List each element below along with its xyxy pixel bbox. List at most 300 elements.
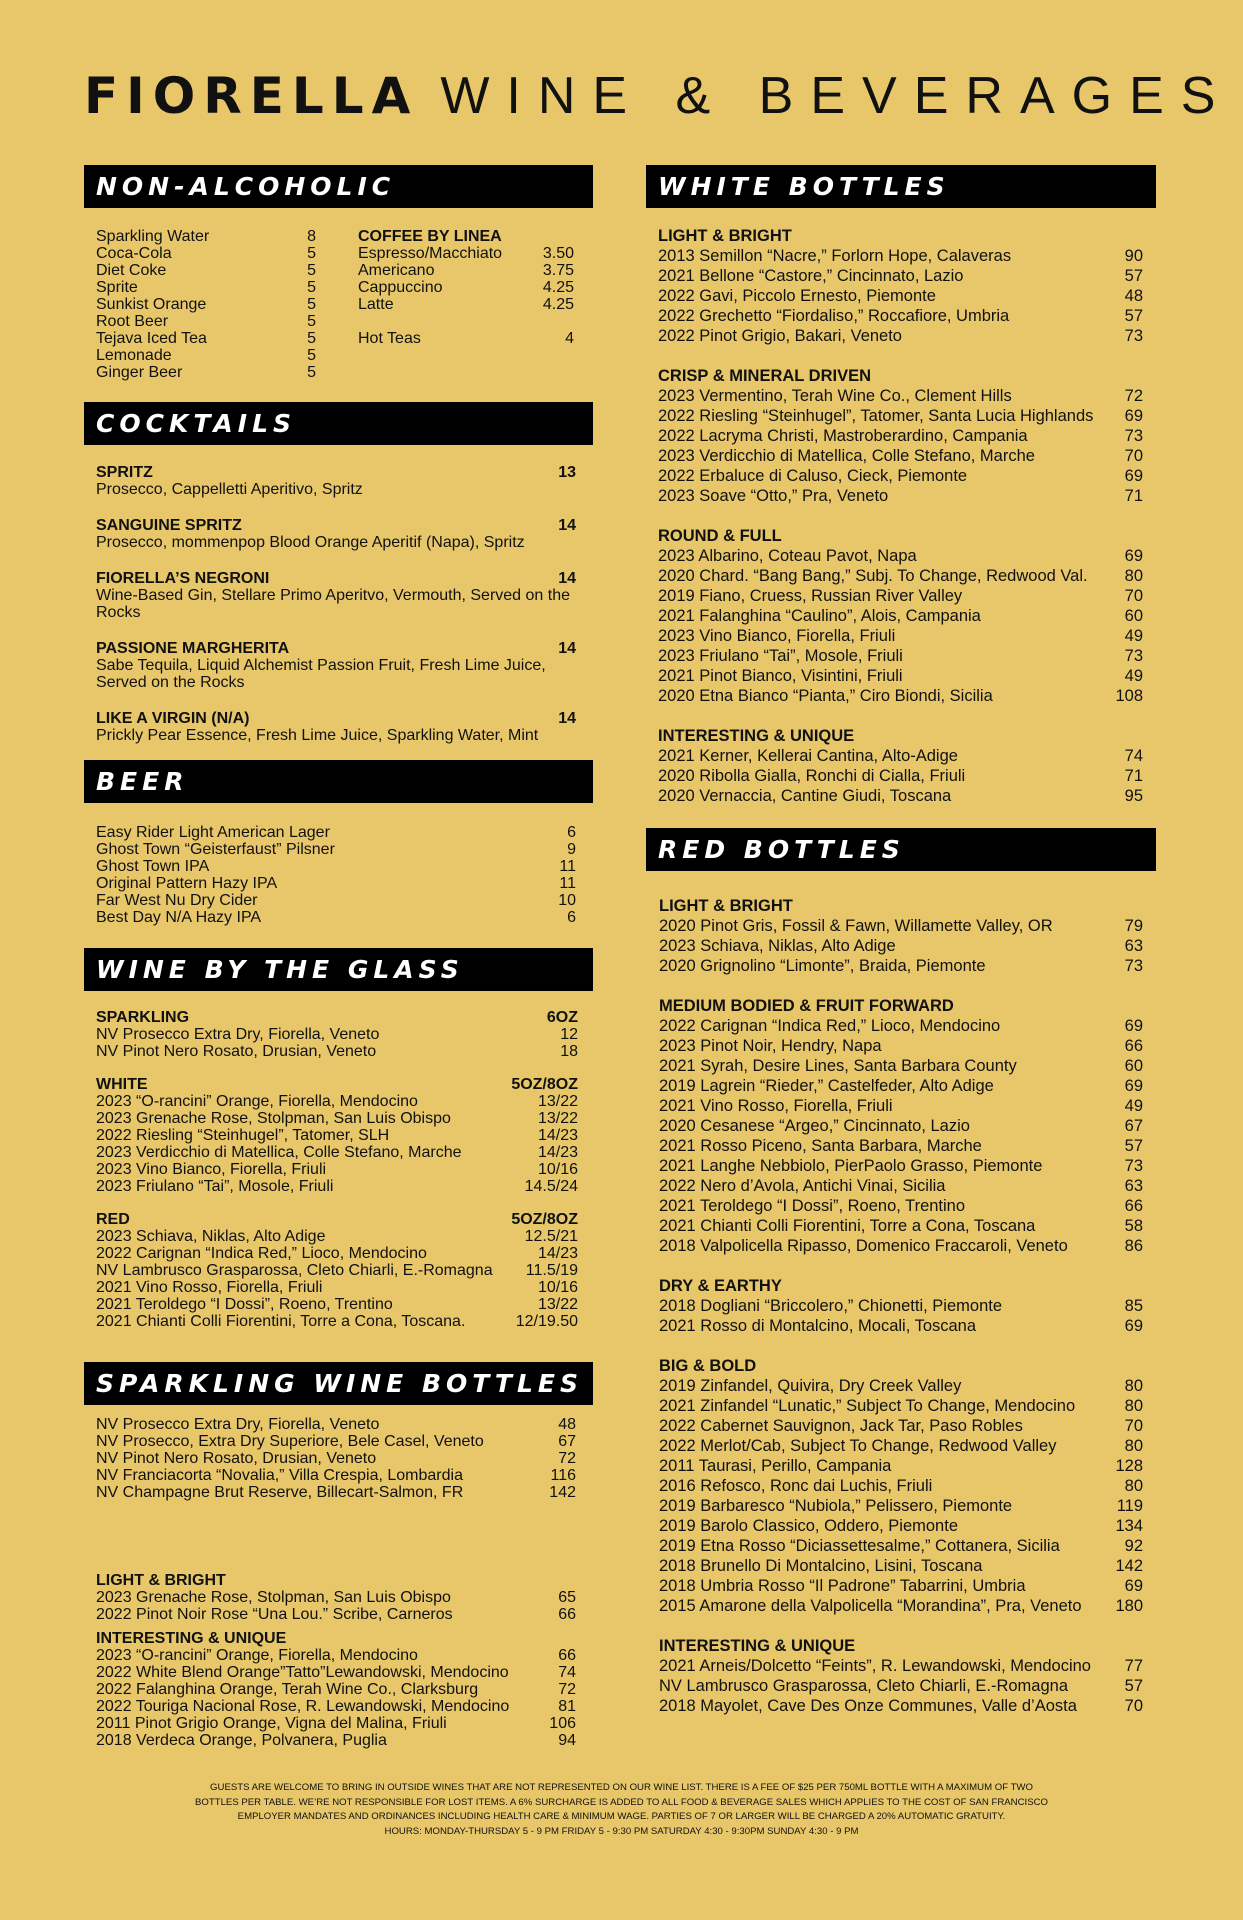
menu-item [658,646,1143,666]
menu-item [658,446,1143,466]
item-price: 92 [1124,1537,1143,1555]
item-price: 66 [558,1647,576,1664]
soft-drinks-list [96,228,316,381]
item-price: 48 [558,1416,576,1433]
menu-item [658,566,1143,586]
section-subheading [659,1636,1143,1656]
section-subheading [658,226,1143,246]
menu-item [659,956,1143,976]
footer-line: EMPLOYER MANDATES AND ORDINANCES INCLUDING HEALTH CARE & MINIMUM WAGE. PARTIES OF 7 OR LARGER WILL BE CHARGED A 20% AUTOMATIC GRATUITY. [237,1811,1006,1822]
cocktail-title-row [96,710,576,727]
item-name: 2021 Chianti Colli Fiorentini, Torre a Cona, Toscana. [96,1313,466,1330]
item-price: 63 [1124,937,1143,955]
menu-subtitle: WINE & BEVERAGES [440,67,1233,125]
item-price: 49 [1124,667,1143,685]
item-price: 119 [1116,1497,1143,1515]
item-price: 12/19.50 [515,1313,578,1330]
menu-item [659,1096,1143,1116]
section-subheading [659,996,1143,1016]
item-name: 2018 Verdeca Orange, Polvanera, Puglia [96,1732,387,1749]
menu-item [96,1296,578,1313]
item-price: 48 [1124,287,1143,305]
item-price: 4.25 [542,296,574,313]
item-price: 11.5/19 [525,1262,578,1279]
menu-item [96,858,576,875]
item-price: 80 [1124,567,1143,585]
menu-item [96,1228,578,1245]
item-price: 18 [560,1043,578,1060]
item-price: 71 [1124,487,1143,505]
item-price: 11 [559,858,576,875]
item-name: 2022 Cabernet Sauvignon, Jack Tar, Paso Robles [659,1417,1023,1435]
item-price: 70 [1124,1417,1143,1435]
menu-item [658,586,1143,606]
item-price: 142 [549,1484,576,1501]
item-name: NV Champagne Brut Reserve, Billecart-Salmon, FR [96,1484,464,1501]
item-price: 80 [1124,1397,1143,1415]
menu-item [96,1245,578,1262]
cocktail-title-row [96,570,576,587]
item-price: 69 [1124,1077,1143,1095]
cocktail-name: SPRITZ [96,464,153,481]
menu-item [659,1116,1143,1136]
item-name: 2023 Vermentino, Terah Wine Co., Clement Hills [658,387,1012,405]
item-name: 2023 Grenache Rose, Stolpman, San Luis Obispo [96,1589,451,1606]
menu-item [658,546,1143,566]
menu-item [659,1176,1143,1196]
menu-item [96,245,316,262]
item-price: 14.5/24 [524,1178,578,1195]
item-name: Coca-Cola [96,245,172,262]
menu-item [96,313,316,330]
item-name: NV Prosecco Extra Dry, Fiorella, Veneto [96,1416,380,1433]
item-name: Original Pattern Hazy IPA [96,875,278,892]
item-price: 57 [1124,267,1143,285]
item-price: 5 [307,262,316,279]
menu-item [659,936,1143,956]
item-name: Root Beer [96,313,169,330]
item-price: 180 [1115,1597,1143,1615]
menu-item [96,1467,576,1484]
item-price: 134 [1115,1517,1143,1535]
item-price: 85 [1124,1297,1143,1315]
item-name: 2020 Pinot Gris, Fossil & Fawn, Willamette Valley, OR [659,917,1053,935]
cocktail-description: Wine-Based Gin, Stellare Primo Aperitvo, Vermouth, Served on the Rocks [96,587,571,621]
item-name: 2022 Riesling “Steinhugel”, Tatomer, SLH [96,1127,390,1144]
item-name: 2022 Riesling “Steinhugel”, Tatomer, Santa Lucia Highlands [658,407,1094,425]
menu-item [659,1676,1143,1696]
menu-item [658,246,1143,266]
menu-item [659,1016,1143,1036]
item-name: 2023 Friulano “Tai”, Mosole, Friuli [658,647,903,665]
item-name: 2021 Langhe Nebbiolo, PierPaolo Grasso, Piemonte [659,1157,1043,1175]
item-name: Ghost Town IPA [96,858,210,875]
menu-item [358,279,574,296]
menu-item [659,1236,1143,1256]
item-price: 73 [1124,957,1143,975]
menu-item [96,262,316,279]
menu-item [658,466,1143,486]
item-name: 2023 Verdicchio di Matellica, Colle Stefano, Marche [96,1144,462,1161]
item-price: 77 [1124,1657,1143,1675]
item-name: 2020 Etna Bianco “Pianta,” Ciro Biondi, Sicilia [658,687,993,705]
item-name: 2013 Semillon “Nacre,” Forlorn Hope, Calaveras [658,247,1012,265]
section-subheading [659,896,1143,916]
item-price: 4 [565,330,574,347]
cocktails-header: COCKTAILS [84,402,593,445]
item-price: 5 [307,245,316,262]
item-name: 2018 Valpolicella Ripasso, Domenico Fraccaroli, Veneto [659,1237,1068,1255]
subheading-label: MEDIUM BODIED & FRUIT FORWARD [659,997,954,1015]
item-price: 14/23 [537,1127,578,1144]
section-subheading [96,1076,578,1093]
item-name: 2022 Pinot Grigio, Bakari, Veneto [658,327,902,345]
menu-item [96,892,576,909]
item-name: Easy Rider Light American Lager [96,824,330,841]
item-price: 10 [558,892,576,909]
item-price: 74 [558,1664,576,1681]
cocktail-name: SANGUINE SPRITZ [96,517,242,534]
item-price: 60 [1124,607,1143,625]
item-price: 66 [1124,1037,1143,1055]
menu-item [658,626,1143,646]
item-name: 2022 Erbaluce di Caluso, Cieck, Piemonte [658,467,968,485]
menu-item [659,1156,1143,1176]
item-price: 142 [1115,1557,1143,1575]
section-subheading [658,526,1143,546]
serving-size: 5OZ/8OZ [511,1211,578,1228]
item-price: 49 [1124,627,1143,645]
menu-item [659,1696,1143,1716]
item-name: 2023 Albarino, Coteau Pavot, Napa [658,547,917,565]
cocktail-title-row [96,640,576,657]
menu-item [96,1698,576,1715]
item-price: 73 [1124,327,1143,345]
coffee-list [358,228,574,347]
item-price: 5 [307,313,316,330]
menu-item [659,1296,1143,1316]
item-name: Ghost Town “Geisterfaust” Pilsner [96,841,335,858]
subheading-label: CRISP & MINERAL DRIVEN [658,367,872,385]
item-name: NV Pinot Nero Rosato, Drusian, Veneto [96,1450,377,1467]
serving-size: 6OZ [546,1009,578,1026]
item-price: 58 [1124,1217,1143,1235]
coffee-heading: COFFEE BY LINEA [358,228,502,245]
item-name: NV Franciacorta “Novalia,” Villa Crespia, Lombardia [96,1467,463,1484]
menu-item [96,1433,576,1450]
item-price: 13/22 [537,1093,578,1110]
item-price: 80 [1124,1477,1143,1495]
item-price: 66 [1124,1197,1143,1215]
cocktail-description: Prosecco, Cappelletti Aperitivo, Spritz [96,481,363,498]
menu-item [659,1316,1143,1336]
item-price: 13/22 [537,1296,578,1313]
menu-item [96,1178,578,1195]
subheading-label: INTERESTING & UNIQUE [658,727,855,745]
white-bottles-header: WHITE BOTTLES [646,165,1156,208]
item-name: 2023 Grenache Rose, Stolpman, San Luis Obispo [96,1110,451,1127]
cocktail-price: 14 [558,517,576,534]
section-subheading [659,1356,1143,1376]
menu-item [96,841,576,858]
item-name: 2023 Schiava, Niklas, Alto Adige [659,937,896,955]
serving-size: 5OZ/8OZ [511,1076,578,1093]
item-name: 2011 Taurasi, Perillo, Campania [659,1457,892,1475]
sparkling-bottles-list [96,1416,576,1501]
menu-item [358,262,574,279]
item-name: NV Lambrusco Grasparossa, Cleto Chiarli, E.-Romagna [96,1262,493,1279]
menu-item [96,296,316,313]
section-subheading [658,726,1143,746]
menu-item [659,1196,1143,1216]
menu-item [96,1715,576,1732]
item-price: 67 [1124,1117,1143,1135]
item-price: 8 [307,228,316,245]
menu-item [659,1036,1143,1056]
item-price: 72 [558,1450,576,1467]
footer-line: HOURS: MONDAY-THURSDAY 5 - 9 PM FRIDAY 5 - 9:30 PM SATURDAY 4:30 - 9:30PM SUNDAY 4:30 - 9 PM [384,1825,859,1837]
item-price: 57 [1124,307,1143,325]
item-price: 6 [567,824,576,841]
footer-notes [100,1781,1143,1839]
item-name: NV Prosecco Extra Dry, Fiorella, Veneto [96,1026,380,1043]
menu-item [659,1456,1143,1476]
menu-item [658,486,1143,506]
menu-item [96,1732,576,1749]
menu-item [659,1216,1143,1236]
item-price: 9 [567,841,576,858]
item-name: 2022 White Blend Orange”Tatto”Lewandowski, Mendocino [96,1664,509,1681]
item-price: 67 [558,1433,576,1450]
item-price: 69 [1124,1317,1143,1335]
cocktail-name: FIORELLA’S NEGRONI [96,570,270,587]
menu-item [96,1681,576,1698]
item-price: 73 [1124,427,1143,445]
menu-item [659,1376,1143,1396]
menu-item [358,245,574,262]
item-name: Tejava Iced Tea [96,330,207,347]
menu-item [659,1076,1143,1096]
item-price: 10/16 [537,1279,578,1296]
item-name: 2022 Falanghina Orange, Terah Wine Co., Clarksburg [96,1681,479,1698]
sparkling-bottles-header: SPARKLING WINE BOTTLES [84,1362,593,1405]
menu-item [96,1161,578,1178]
menu-item [658,406,1143,426]
item-name: 2018 Mayolet, Cave Des Onze Communes, Valle d’Aosta [659,1697,1077,1715]
menu-item [659,1516,1143,1536]
cocktail-name: PASSIONE MARGHERITA [96,640,290,657]
item-price: 63 [1124,1177,1143,1195]
item-name: Espresso/Macchiato [358,245,503,262]
item-price: 6 [567,909,576,926]
menu-item [96,1262,578,1279]
menu-item [96,347,316,364]
section-subheading [658,366,1143,386]
wine-by-glass-list [96,1009,578,1330]
menu-item [96,1043,578,1060]
item-name: Hot Teas [358,330,421,347]
menu-item [659,1656,1143,1676]
menu-item [659,1496,1143,1516]
section-subheading [96,1009,578,1026]
item-name: 2021 Rosso di Montalcino, Mocali, Toscana [659,1317,977,1335]
menu-item [96,1110,578,1127]
item-price: 80 [1124,1377,1143,1395]
item-price: 73 [1124,647,1143,665]
menu-item [96,1026,578,1043]
item-price: 57 [1124,1677,1143,1695]
item-price: 69 [1124,407,1143,425]
menu-item [658,306,1143,326]
item-price: 3.50 [542,245,574,262]
menu-item [658,266,1143,286]
subheading-label: LIGHT & BRIGHT [659,897,793,915]
cocktail-title-row [96,464,576,481]
menu-item [96,1313,578,1330]
cocktail-price: 14 [558,710,576,727]
menu-item [96,1484,576,1501]
cocktail-price: 14 [558,640,576,657]
item-price: 94 [558,1732,576,1749]
rose-orange-list [96,1572,576,1749]
subheading-label: BIG & BOLD [659,1357,757,1375]
cocktail-item [96,464,576,498]
subheading-label: DRY & EARTHY [659,1277,782,1295]
item-price: 128 [1115,1457,1143,1475]
item-price: 70 [1124,1697,1143,1715]
menu-item [658,786,1143,806]
item-name: 2020 Chard. “Bang Bang,” Subj. To Change, Redwood Val. [658,567,1088,585]
menu-item [96,875,576,892]
cocktail-price: 13 [558,464,576,481]
item-price: 14/23 [537,1245,578,1262]
item-name: 2023 Soave “Otto,” Pra, Veneto [658,487,889,505]
item-price: 14/23 [537,1144,578,1161]
item-price: 73 [1124,1157,1143,1175]
item-name: 2022 Pinot Noir Rose “Una Lou.” Scribe, Carneros [96,1606,453,1623]
item-price: 5 [307,364,316,381]
wine-by-glass-header: WINE BY THE GLASS [84,948,593,991]
item-price: 116 [550,1467,576,1484]
menu-item [96,1416,576,1433]
item-name: 2023 Vino Bianco, Fiorella, Friuli [658,627,896,645]
cocktail-description: Sabe Tequila, Liquid Alchemist Passion Fruit, Fresh Lime Juice, Served on the Rocks [96,657,546,691]
item-name: 2022 Merlot/Cab, Subject To Change, Redwood Valley [659,1437,1057,1455]
menu-item [96,1647,576,1664]
item-name: 2023 Friulano “Tai”, Mosole, Friuli [96,1178,334,1195]
item-price: 4.25 [542,279,574,296]
item-name: Far West Nu Dry Cider [96,892,258,909]
item-name: Best Day N/A Hazy IPA [96,909,262,926]
menu-item [658,426,1143,446]
item-price: 5 [307,330,316,347]
item-price: 5 [307,279,316,296]
menu-item [659,1596,1143,1616]
menu-item [96,909,576,926]
item-price: 10/16 [537,1161,578,1178]
item-name: 2021 Falanghina “Caulino”, Alois, Campania [658,607,981,625]
item-price: 95 [1124,787,1143,805]
subheading-label: ROUND & FULL [658,527,782,545]
menu-title [84,67,1233,125]
menu-item [358,296,574,313]
item-price: 5 [307,296,316,313]
menu-item [659,1436,1143,1456]
item-price: 57 [1124,1137,1143,1155]
item-name: Lemonade [96,347,172,364]
item-price: 69 [1124,1017,1143,1035]
menu-item [659,1556,1143,1576]
item-price: 13/22 [537,1110,578,1127]
item-name: 2019 Barolo Classico, Oddero, Piemonte [659,1517,958,1535]
subheading-label: WHITE [96,1076,148,1093]
cocktails-list [96,464,576,763]
menu-item [659,1536,1143,1556]
menu-item [96,1664,576,1681]
item-name: 2021 Kerner, Kellerai Cantina, Alto-Adige [658,747,958,765]
item-name: 2011 Pinot Grigio Orange, Vigna del Malina, Friuli [96,1715,447,1732]
item-name: 2021 Zinfandel “Lunatic,” Subject To Change, Mendocino [659,1397,1076,1415]
item-name: NV Pinot Nero Rosato, Drusian, Veneto [96,1043,377,1060]
non-alcoholic-header: NON-ALCOHOLIC [84,165,593,208]
item-name: 2020 Grignolino “Limonte”, Braida, Piemonte [659,957,986,975]
menu-item [96,330,316,347]
item-name: 2022 Carignan “Indica Red,” Lioco, Mendocino [96,1245,427,1262]
item-name: 2021 Vino Rosso, Fiorella, Friuli [659,1097,893,1115]
item-price: 70 [1124,447,1143,465]
item-price: 49 [1124,1097,1143,1115]
item-price: 79 [1124,917,1143,935]
item-name: 2019 Barbaresco “Nubiola,” Pelissero, Piemonte [659,1497,1013,1515]
menu-item [96,1589,576,1606]
menu-item [658,746,1143,766]
item-name: 2019 Etna Rosso “Diciassettesalme,” Cottanera, Sicilia [659,1537,1060,1555]
menu-item [658,686,1143,706]
item-name: 2020 Vernaccia, Cantine Giudi, Toscana [658,787,952,805]
item-name: 2018 Umbria Rosso “Il Padrone” Tabarrini, Umbria [659,1577,1026,1595]
item-price: 12 [560,1026,578,1043]
item-name: 2023 “O-rancini” Orange, Fiorella, Mendocino [96,1647,418,1664]
item-price: 65 [558,1589,576,1606]
menu-item [658,606,1143,626]
menu-item [659,1416,1143,1436]
item-name: 2021 Arneis/Dolcetto “Feints”, R. Lewandowski, Mendocino [659,1657,1091,1675]
item-name: 2023 Verdicchio di Matellica, Colle Stefano, Marche [658,447,1035,465]
item-name: 2018 Brunello Di Montalcino, Lisini, Toscana [659,1557,983,1575]
subheading-label: LIGHT & BRIGHT [658,227,792,245]
cocktail-item [96,570,576,621]
menu-item [96,1127,578,1144]
menu-item [358,330,574,347]
subheading-label: INTERESTING & UNIQUE [659,1637,856,1655]
item-name: Sunkist Orange [96,296,207,313]
item-name: 2021 Teroldego “I Dossi”, Roeno, Trentino [659,1197,966,1215]
item-price: 71 [1124,767,1143,785]
cocktail-title-row [96,517,576,534]
item-price: 69 [1124,467,1143,485]
beer-list [96,824,576,926]
item-name: Sparkling Water [96,228,210,245]
item-name: 2022 Grechetto “Fiordaliso,” Roccafiore, Umbria [658,307,1010,325]
item-price: 90 [1124,247,1143,265]
section-subheading [659,1276,1143,1296]
item-name: Diet Coke [96,262,167,279]
cocktail-name: LIKE A VIRGIN (N/A) [96,710,250,727]
menu-item [658,766,1143,786]
red-bottles-header: RED BOTTLES [646,828,1156,871]
item-name: 2020 Ribolla Gialla, Ronchi di Cialla, Friuli [658,767,966,785]
footer-line: BOTTLES PER TABLE. WE’RE NOT RESPONSIBLE FOR LOST ITEMS. A 6% SURCHARGE IS ADDED TO ALL FOOD & BEVERAGE SALES WHICH APPLIES TO THE COST OF SAN FRANCISCO [195,1796,1048,1808]
